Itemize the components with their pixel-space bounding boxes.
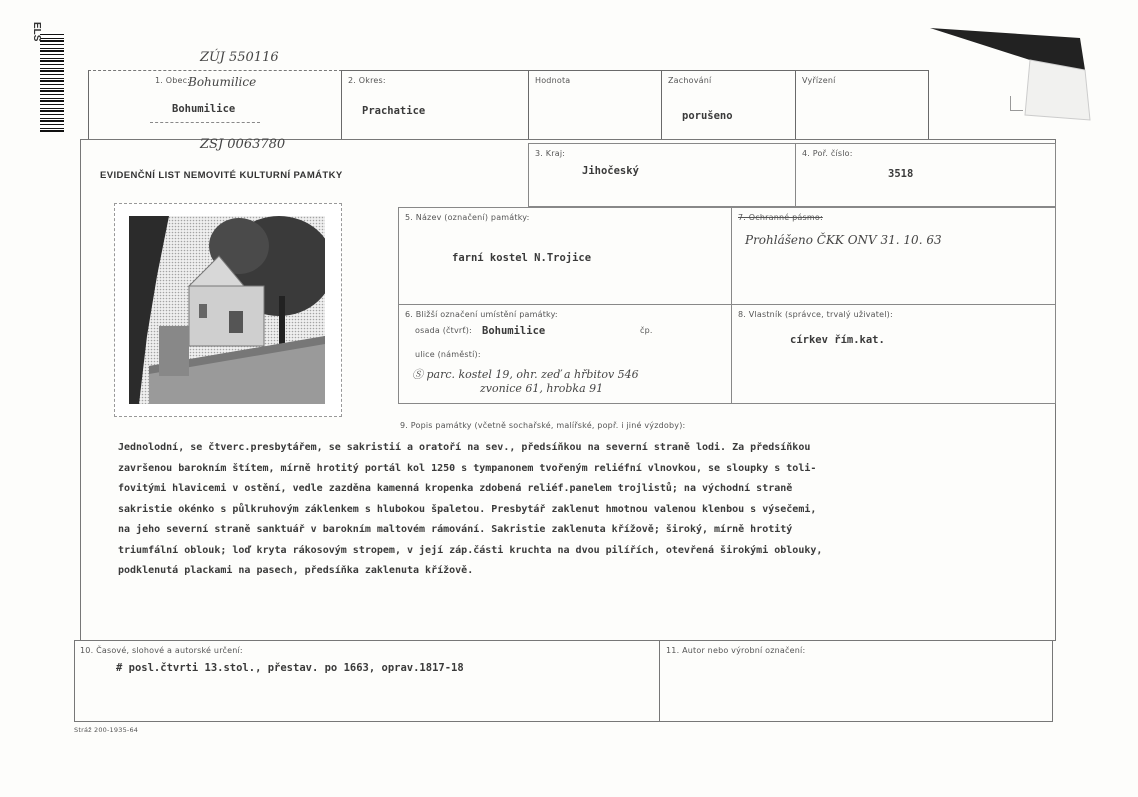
obec-label: 1. Obec: xyxy=(155,76,191,85)
photo-frame xyxy=(114,203,342,417)
zuj-number: ZÚJ 550116 xyxy=(200,50,279,65)
cp-label: čp. xyxy=(640,326,653,335)
osada-value: Bohumilice xyxy=(482,325,546,337)
kraj-value: Jihočeský xyxy=(582,165,639,177)
zsj-number: ZSJ 0063780 xyxy=(200,137,286,152)
ochranne-label: 7. Ochranné pásmo: xyxy=(738,213,823,222)
description-line: završenou barokním štítem, mírně hrotitý portál kol 1250 s tympanonem tvořeným reliéfní vlnovkou, se sloupky s toli- xyxy=(118,462,817,474)
church-photo xyxy=(129,216,325,404)
okres-value: Prachatice xyxy=(362,105,426,117)
description-line: podklenutá plackami na pasech, předsíňka zaklenuta křížově. xyxy=(118,565,474,576)
torn-corner xyxy=(920,20,1100,130)
casove-value: # posl.čtvrti 13.stol., přestav. po 1663, oprav.1817-18 xyxy=(116,662,464,674)
popis-label: 9. Popis památky (včetně sochařské, malířské, popř. i jiné výzdoby): xyxy=(400,421,686,430)
parc-line2: zvonice 61, hrobka 91 xyxy=(480,382,604,395)
zachovani-label: Zachování xyxy=(668,76,712,85)
box-kraj xyxy=(528,143,796,207)
kraj-label: 3. Kraj: xyxy=(535,149,566,158)
parc-line1: Ⓢ parc. kostel 19, ohr. zeď a hřbitov 546 xyxy=(412,368,639,381)
ulice-label: ulice (náměstí): xyxy=(415,350,481,359)
okres-label: 2. Okres: xyxy=(348,76,386,85)
box-vlastnik xyxy=(731,304,1056,404)
form-title: EVIDENČNÍ LIST NEMOVITÉ KULTURNÍ PAMÁTKY xyxy=(100,170,343,181)
vlastnik-label: 8. Vlastník (správce, trvalý uživatel): xyxy=(738,310,893,319)
description-line: na jeho severní straně sanktuář v barokním maltovém rámování. Sakristie zaklenuta křížově; široký, mírně hrotitý xyxy=(118,524,793,535)
ochranne-handwritten: Prohlášeno ČKK ONV 31. 10. 63 xyxy=(745,233,942,247)
obec-value: Bohumilice xyxy=(172,103,236,115)
barcode xyxy=(40,32,64,132)
umisteni-label: 6. Bližší označení umístění památky: xyxy=(405,310,558,319)
barcode-label: ELS xyxy=(31,22,42,42)
description-line: fovitými hlavicemi v ostění, vedle zazděna kamenná kropenka zdobená reliéf.panelem trojlistů; na východní straně xyxy=(118,483,793,494)
description-line: sakristie okénko s půlkruhovým záklenkem s hlubokou špaletou. Presbytář zaklenut hmotnou valenou klenbou s výsečemi, xyxy=(118,503,817,515)
osada-label: osada (čtvrť): xyxy=(415,326,472,335)
hodnota-label: Hodnota xyxy=(535,76,571,85)
vlastnik-value: církev řím.kat. xyxy=(790,334,885,346)
nazev-value: farní kostel N.Trojice xyxy=(452,252,592,264)
vyrizeni-label: Vyřízení xyxy=(802,76,836,85)
autor-label: 11. Autor nebo výrobní označení: xyxy=(666,646,806,655)
zachovani-value: porušeno xyxy=(682,110,733,122)
casove-label: 10. Časové, slohové a autorské určení: xyxy=(80,646,243,655)
por-cislo-label: 4. Poř. číslo: xyxy=(802,149,853,158)
obec-underline xyxy=(150,122,260,123)
footer-note: Stráž 200-1935-64 xyxy=(74,726,139,734)
nazev-label: 5. Název (označení) památky: xyxy=(405,213,530,222)
description xyxy=(118,438,1018,582)
por-cislo-value: 3518 xyxy=(888,168,914,180)
obec-handwritten: Bohumilice xyxy=(188,75,257,89)
corner-mark xyxy=(1010,96,1023,111)
description-line: triumfální oblouk; loď kryta rákosovým stropem, v její záp.části kruchta na dvou pilířích, otevřená širokými oblouky, xyxy=(118,544,823,556)
description-line: Jednolodní, se čtverc.presbytářem, se sakristií a oratoří na sev., předsíňkou na severní straně lodi. Za předsíňkou xyxy=(118,442,811,453)
